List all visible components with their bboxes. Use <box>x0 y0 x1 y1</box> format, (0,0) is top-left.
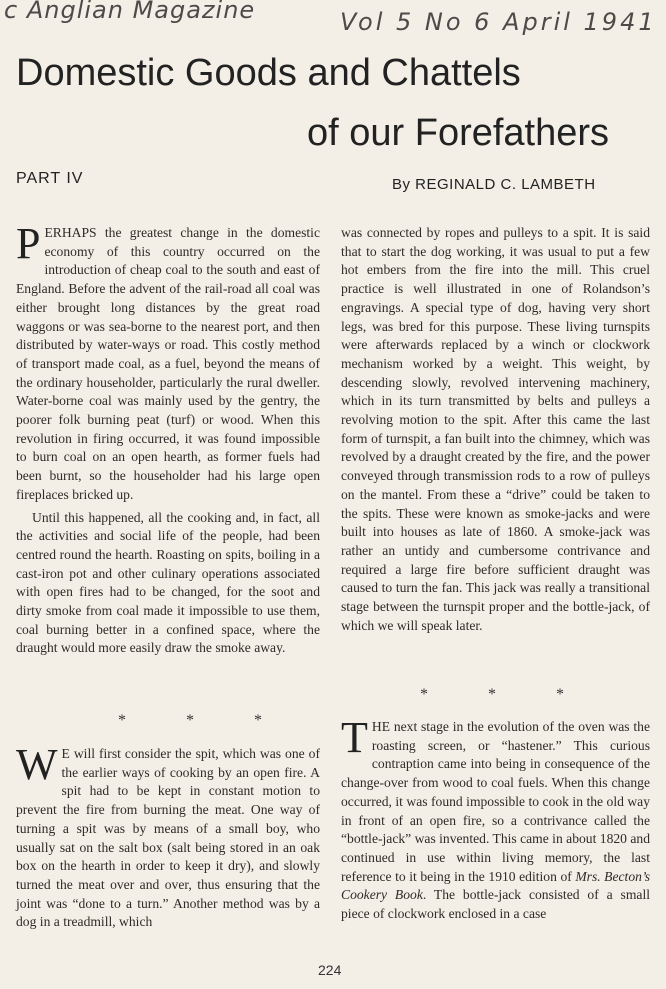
paragraph-2: Until this happened, all the cooking and, in fact, all the activities and social life of the people, had been centred round the hearth. Roasting on spits, boiling in a cast-iron pot and other culinary operations associated with open fires had to be changed, for the soot and dirty smoke from coal made it impossible to use them, coal burning better in a confined space, where the draught would more easily draw the smoke away. <box>16 509 320 656</box>
byline: By REGINALD C. LAMBETH <box>392 176 596 193</box>
drop-cap: P <box>16 219 41 268</box>
column-left-top <box>16 219 320 658</box>
column-left-bottom <box>16 740 320 932</box>
section-divider-right: * * * <box>420 686 592 703</box>
annotation-source: c Anglian Magazine <box>4 0 256 24</box>
paragraph-1-text: ERHAPS the greatest change in the domestic economy of this country occurred on the introduction of cheap coal to the south and east of England. Before the advent of the rail-road all coal was either brought long distances by the great road waggons or was sea-borne to the nearest port, and then distributed by water-ways or road. This costly method of transport made coal, as a fuel, beyond the means of the ordinary householder, particularly the rural dweller. Water-borne coal was mainly used by the gentry, the poorer folk burning peat (turf) or wood. When this revolution in firing occurred, it was found impossible to burn coal on an open hearth, as former fuels had been burnt, so the householder had his large open fireplaces bricked up. <box>16 225 320 502</box>
paragraph-3 <box>16 740 320 932</box>
paragraph-3-text: E will first consider the spit, which was one of the earlier ways of cooking by an open fire. A spit had to be kept in constant motion to prevent the fire from burning the meat. One way of turning a spit was by means of a small boy, who usually sat on the salt box (salt being stored in an oak box on the hearth in order to keep it dry), and slowly turned the meat over and over, thus ensuring that the joint was “done to a turn.” Another method was by a dog in a treadmill, which <box>16 746 320 930</box>
column-right-bottom <box>341 713 650 924</box>
column-right-top <box>341 224 650 635</box>
annotation-issue: Vol 5 No 6 April 1941 <box>340 8 657 36</box>
paragraph-5-text-b: . The bottle-jack consisted of a small piece of clockwork enclosed in a case <box>341 887 650 922</box>
drop-cap: W <box>16 740 58 789</box>
drop-cap: T <box>341 713 368 762</box>
paragraph-5 <box>341 713 650 924</box>
part-label: PART IV <box>16 170 84 187</box>
paragraph-1 <box>16 219 320 505</box>
page-number: 224 <box>318 962 342 978</box>
book-title: Mrs. Becton’s Cookery Book <box>341 868 650 903</box>
article-title-line-1: Domestic Goods and Chattels <box>16 52 521 94</box>
paragraph-5-text-a: HE next stage in the evolution of the oven was the roasting screen, or “hastener.” This curious contraption came into being in consequence of the change-over from wood to coal fuels. When this change occurred, it was found impossible to cook in the old way in front of an open fire, so a contrivance called the “bottle-jack” was invented. This came in about 1820 and continued in use within living memory, the last reference to it being in the 1910 edition of <box>341 719 650 884</box>
section-divider-left: * * * <box>118 712 290 729</box>
paragraph-4: was connected by ropes and pulleys to a spit. It is said that to start the dog working, it was usual to put a few hot embers from the fire into the mill. This cruel practice is well illustrated in one of Rolandson’s engravings. A special type of dog, having very short legs, was bred for this purpose. These living turnspits were afterwards replaced by a winch or clockwork mechanism worked by a weight. This weight, by descending slowly, revolved intervening machinery, which in its turn transmitted by belts and pulleys a revolving motion to the spit. After this came the last form of turnspit, a fan built into the chimney, which was revolved by a draught created by the fire, and the power conveyed through transmission rods to a row of pulleys on the mantel. From these a “drive” could be taken to the spits. These were known as smoke-jacks and were built into houses as late of 1860. A smoke-jack was rather an untidy and cumbersome contrivance and required a large fire before sufficient draught was caused to turn the fan. This jack was really a transitional stage between the turnspit proper and the bottle-jack, of which we will speak later. <box>341 225 650 633</box>
article-title-line-2: of our Forefathers <box>307 112 610 154</box>
